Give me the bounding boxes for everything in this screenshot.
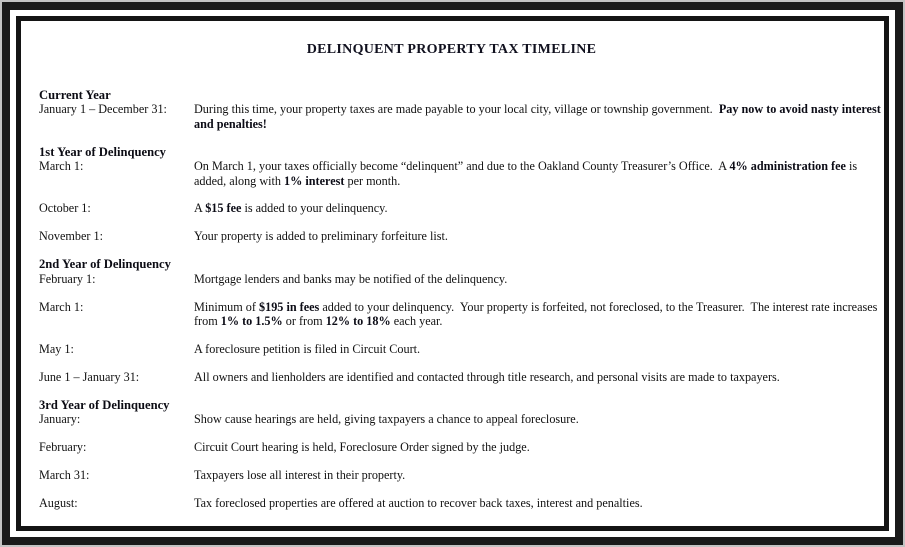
description-segment: each year. [390,313,443,328]
description-segment-bold: $15 fee [205,201,242,216]
description-segment: Your property is added to preliminary forfeiture list. [194,229,448,244]
row-date: March 31: [39,467,90,482]
description-segment: per month. [344,173,401,188]
row-description [194,412,884,426]
section-heading: 2nd Year of Delinquency [39,257,171,272]
timeline-row [39,229,884,243]
row-description [194,300,884,329]
description-segment: is added, along with [194,159,861,188]
document-page [2,2,903,545]
row-date: February 1: [39,271,96,286]
row-description [194,468,884,482]
timeline-row [39,300,884,329]
description-segment: Minimum of [194,299,260,314]
description-segment: added to your delinquency. Your property is forfeited, not foreclosed, to the Treasurer. The interest rate increases from [194,299,881,328]
timeline-row [39,468,884,482]
timeline-body [39,88,884,510]
row-date: January: [39,412,81,427]
description-segment: A [194,201,206,216]
description-segment: Mortgage lenders and banks may be notified of the delinquency. [194,271,508,286]
row-description [194,440,884,454]
description-segment: Tax foreclosed properties are offered at auction to recover back taxes, interest and penalties. [194,495,643,510]
timeline-row [39,201,884,215]
row-date: November 1: [39,229,103,244]
description-segment-bold: 4% administration fee [729,159,846,174]
description-segment: During this time, your property taxes are made payable to your local city, village or township government. [194,102,719,117]
timeline-row [39,496,884,510]
description-segment-bold: 1% to 1.5% [220,313,283,328]
row-date: March 1: [39,159,84,174]
description-segment: On March 1, your taxes officially become “delinquent” and due to the Oakland County Treasurer’s Office. A [194,159,730,174]
timeline-row [39,102,884,131]
timeline-row [39,370,884,384]
timeline-row [39,440,884,454]
description-segment: Show cause hearings are held, giving taxpayers a chance to appeal foreclosure. [194,412,579,427]
row-description [194,102,884,131]
description-segment-bold: Pay now to avoid nasty interest and penalties! [194,102,884,131]
document-title: DELINQUENT PROPERTY TAX TIMELINE [306,42,597,57]
row-description [194,201,884,215]
document-inner-frame [16,16,889,531]
row-date: October 1: [39,201,91,216]
row-date: March 1: [39,299,84,314]
description-segment: Circuit Court hearing is held, Foreclosure Order signed by the judge. [194,440,530,454]
row-date: August: [39,495,78,510]
description-segment: A foreclosure petition is filed in Circuit Court. [194,341,421,356]
description-segment: Taxpayers lose all interest in their property. [194,467,406,482]
row-description [194,272,884,286]
row-description [194,370,884,384]
row-description [194,342,884,356]
timeline-row [39,342,884,356]
description-segment-bold: $195 in fees [259,299,320,314]
row-description [194,496,884,510]
section-heading: 1st Year of Delinquency [39,144,166,159]
row-date: February: [39,440,87,454]
timeline-row [39,272,884,286]
section-heading: Current Year [39,88,111,102]
row-date: January 1 – December 31: [39,102,167,117]
row-date: June 1 – January 31: [39,369,140,384]
description-segment-bold: 12% to 18% [325,313,391,328]
row-date: May 1: [39,341,74,356]
timeline-row [39,412,884,426]
section-heading: 3rd Year of Delinquency [39,397,170,412]
description-segment: is added to your delinquency. [241,201,388,216]
description-segment: All owners and lienholders are identified and contacted through title research, and personal visits are made to taxpayers. [194,369,780,384]
description-segment: or from [282,313,326,328]
row-description [194,159,884,188]
description-segment-bold: 1% interest [284,173,345,188]
timeline-row [39,159,884,188]
row-description [194,229,884,243]
